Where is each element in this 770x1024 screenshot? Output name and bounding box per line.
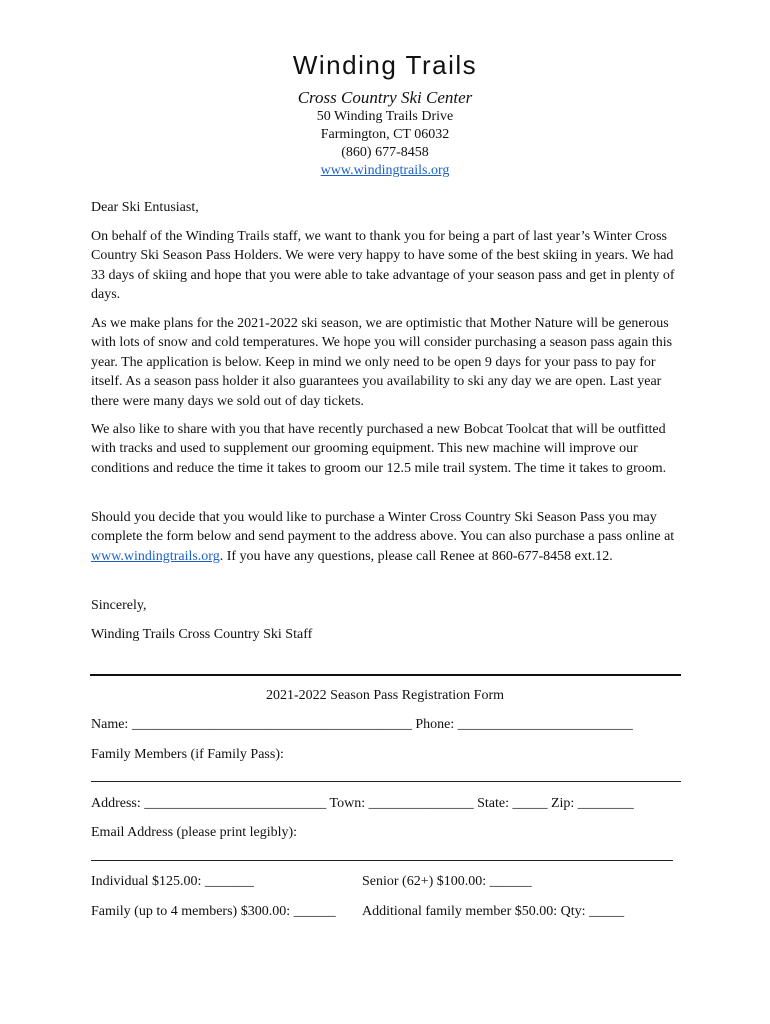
form-title: 2021-2022 Season Pass Registration Form: [266, 688, 504, 703]
signature: Winding Trails Cross Country Ski Staff: [91, 627, 313, 642]
page-title: Winding Trails: [292, 50, 478, 80]
paragraph-2: As we make plans for the 2021-2022 ski season, we are optimistic that Mother Nature will be generous with lots of snow and cold temperatures. We hope you will consider purchasing a season pass again this year. The application is below. Keep in mind we only need to be open 9 days for your pass to pay for itself. As a season pass holder it also guarantees you availability to ski any day we are open. Last year there were many days we sold out of day tickets.: [91, 316, 673, 409]
phone-number: (860) 677-8458: [341, 145, 429, 160]
website-link[interactable]: www.windingtrails.org: [320, 163, 450, 178]
section-divider: [90, 674, 681, 676]
paragraph-1: On behalf of the Winding Trails staff, we want to thank you for being a part of last year’s Winter Cross Country Ski Season Pass Holders. We were very happy to have some of the best skiing in years. We had 33 days of skiing and hope that you were able to take advantage of your season pass and get in plenty of days.: [91, 229, 675, 303]
closing: Sincerely,: [91, 598, 147, 613]
paragraph-4-text-end: . If you have any questions, please call Renee at 860-677-8458 ext.12.: [219, 548, 613, 564]
email-label: Email Address (please print legibly):: [91, 825, 298, 840]
name-phone-field[interactable]: Name: ________________________________________ Phone: _________________________: [91, 717, 633, 732]
address-line-2: Farmington, CT 06032: [320, 127, 450, 142]
address-line-1: 50 Winding Trails Drive: [316, 109, 454, 124]
family-members-label: Family Members (if Family Pass):: [91, 747, 284, 762]
senior-pass-field[interactable]: Senior (62+) $100.00: ______: [362, 874, 532, 889]
family-members-field[interactable]: [91, 781, 681, 782]
website-link-container: [0, 163, 770, 179]
individual-pass-field[interactable]: Individual $125.00: _______: [91, 874, 254, 889]
additional-member-field[interactable]: Additional family member $50.00: Qty: _____: [362, 904, 625, 919]
paragraph-3: We also like to share with you that have recently purchased a new Bobcat Toolcat that will be outfitted with tracks and used to supplement our grooming equipment. This new machine will improve our conditions and reduce the time it takes to groom our 12.5 mile trail system. The time it takes to groom.: [91, 422, 667, 476]
paragraph-4-link[interactable]: www.windingtrails.org: [91, 548, 220, 564]
page-subtitle: Cross Country Ski Center: [297, 88, 473, 107]
family-pass-field[interactable]: Family (up to 4 members) $300.00: ______: [91, 904, 336, 919]
address-field[interactable]: Address: __________________________ Town: _______________ State: _____ Zip: ________: [91, 796, 634, 811]
paragraph-4-text: Should you decide that you would like to purchase a Winter Cross Country Ski Season Pass you may complete the form below and send payment to the address above. You can also purchase a pass online at: [91, 510, 675, 545]
paragraph-4: [91, 508, 681, 566]
email-field[interactable]: [91, 860, 673, 861]
salutation: Dear Ski Entusiast,: [91, 200, 199, 215]
